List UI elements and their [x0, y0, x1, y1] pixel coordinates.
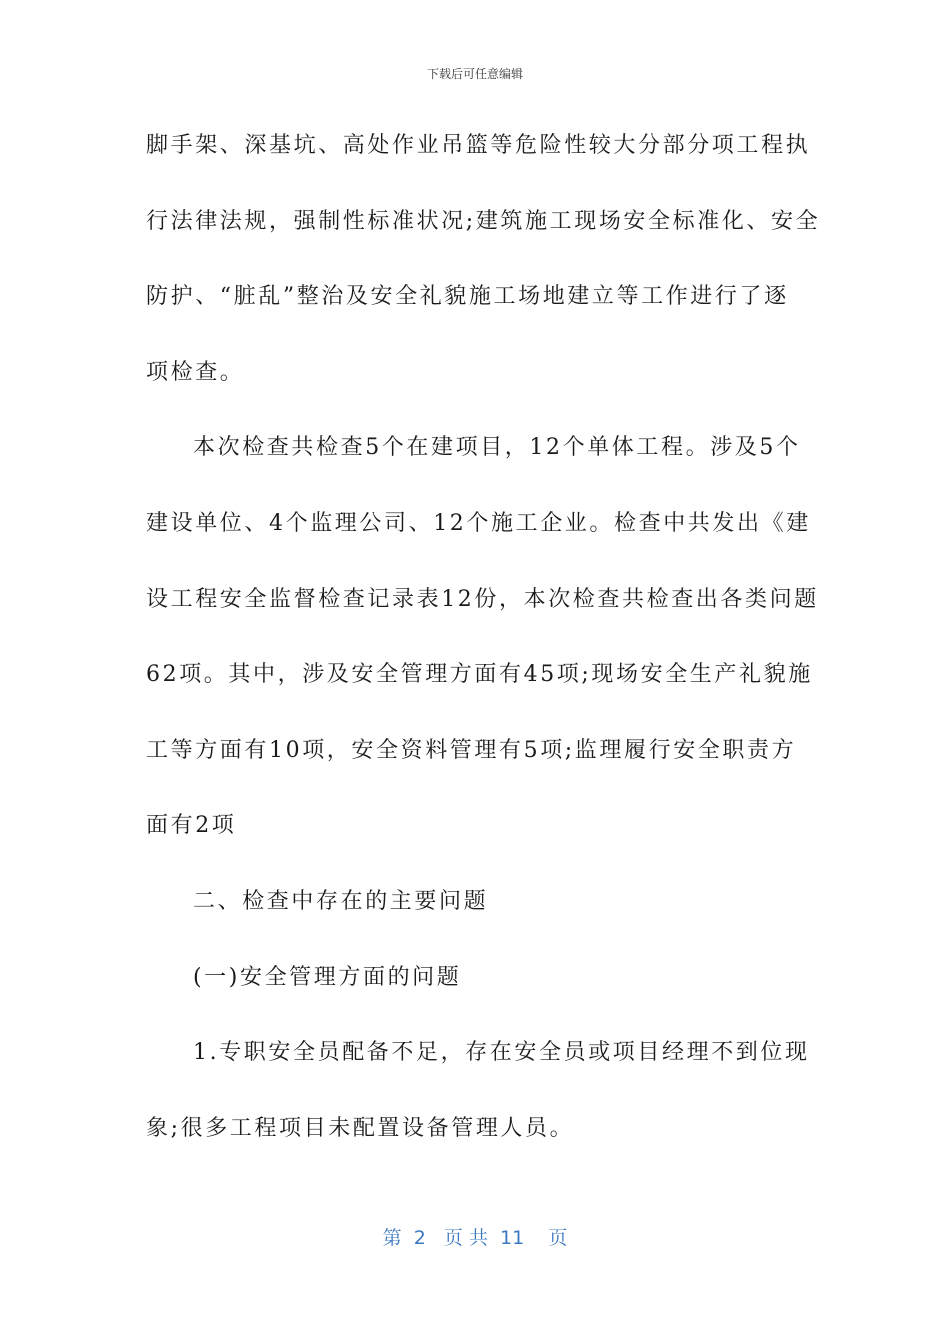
body-line-6: 建设单位、4个监理公司、12个施工企业。检查中共发出《建	[146, 510, 811, 536]
body-line-14: 象;很多工程项目未配置设备管理人员。	[146, 1115, 575, 1141]
document-body	[146, 108, 821, 1166]
body-line-13: 1.专职安全员配备不足，存在安全员或项目经理不到位现	[193, 1040, 810, 1066]
body-line-3: 防护、“脏乱”整治及安全礼貌施工场地建立等工作进行了逐	[146, 284, 789, 310]
section-heading: 二、检查中存在的主要问题	[193, 888, 489, 914]
body-line-9: 工等方面有10项，安全资料管理有5项;监理履行安全职责方	[146, 737, 797, 763]
body-line-1: 脚手架、深基坑、高处作业吊篮等危险性较大分部分项工程执	[146, 133, 811, 158]
subsection-heading: (一)安全管理方面的问题	[193, 964, 462, 990]
body-line-5: 本次检查共检查5个在建项目，12个单体工程。涉及5个	[193, 435, 801, 461]
body-line-8: 62项。其中，涉及安全管理方面有45项;现场安全生产礼貌施	[146, 662, 813, 688]
body-line-10: 面有2项	[146, 813, 237, 839]
page-header: 下载后可任意编辑	[426, 67, 523, 81]
body-line-2: 行法律法规，强制性标准状况;建筑施工现场安全标准化、安全	[146, 208, 821, 234]
page-footer: 第 2 页 共 11 页	[382, 1227, 568, 1249]
body-line-4: 项检查。	[146, 359, 245, 385]
body-line-7: 设工程安全监督检查记录表12份，本次检查共检查出各类问题	[146, 586, 819, 612]
